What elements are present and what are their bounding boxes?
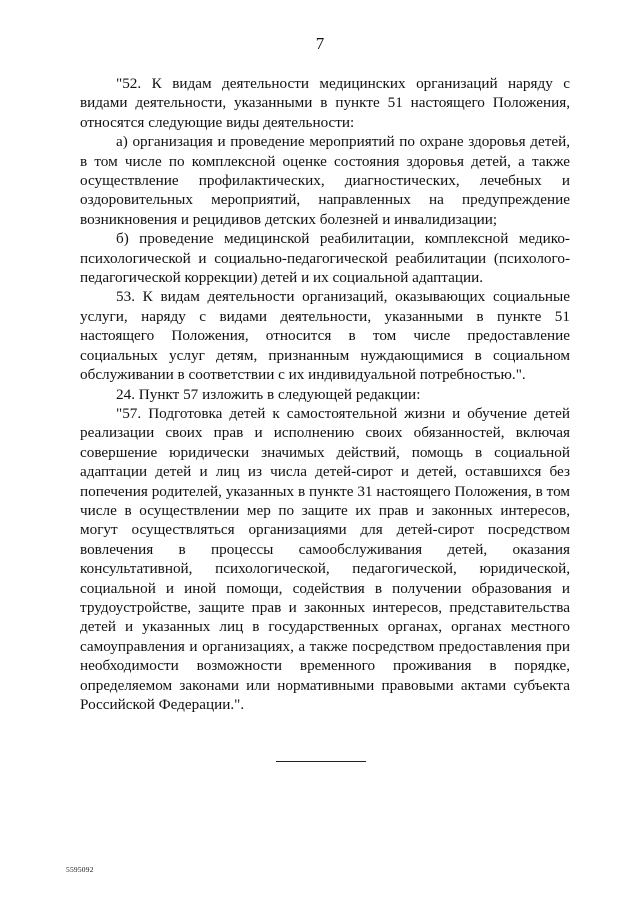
document-body <box>80 74 570 714</box>
paragraph-52-intro: "52. К видам деятельности медицинских организаций наряду с видами деятельности, указанными в пункте 51 настоящего Положения, относятся следующие виды деятельности: <box>80 75 570 131</box>
paragraph-52-item-a: а) организация и проведение мероприятий по охране здоровья детей, в том числе по комплексной оценке состояния здоровья детей, а также осуществление профилактических, диагностических, лечебных и оздоровительных мероприятий, направленных на предупреждение возникновения и рецидивов детских болезней и инвалидизации; <box>80 133 570 228</box>
paragraph-52-item-b: б) проведение медицинской реабилитации, комплексной медико-психологической и социально-педагогической реабилитации (психолого-педагогической коррекции) детей и их социальной адаптации. <box>80 230 570 287</box>
paragraph-amendment-24: 24. Пункт 57 изложить в следующей редакции: <box>116 385 421 403</box>
paragraph-53: 53. К видам деятельности организаций, оказывающих социальные услуги, наряду с видами деятельности, указанными в пункте 51 настоящего Положения, относится в том числе предоставление социальных услуг детям, признанным нуждающимися в социальном обслуживании в соответствии с их индивидуальной потребностью.". <box>80 288 570 384</box>
end-divider <box>276 761 366 762</box>
document-code: 5595092 <box>66 865 94 874</box>
page-number: 7 <box>315 34 325 53</box>
paragraph-57: "57. Подготовка детей к самостоятельной жизни и обучение детей реализации своих прав и исполнению своих обязанностей, включая совершение юридически значимых действий, помощь в социальной адаптации детей и лиц из числа детей-сирот и детей, оставшихся без попечения родителей, указанных в пункте 31 настоящего Положения, в том числе в осуществлении мер по защите их прав и законных интересов, могут осуществляться организациями для детей-сирот посредством вовлечения в процессы самообслуживания детей, оказания консультативной, психологической, педагогической, юридической, социальной и иной помощи, содействия в получении образования и трудоустройстве, защите прав и законных интересов, представительства детей и указанных лиц в государственных органах, органах местного самоуправления и организациях, а также посредством предоставления при необходимости возможности временного проживания в порядке, определяемом законами или нормативными правовыми актами субъекта Российской Федерации.". <box>80 404 570 713</box>
